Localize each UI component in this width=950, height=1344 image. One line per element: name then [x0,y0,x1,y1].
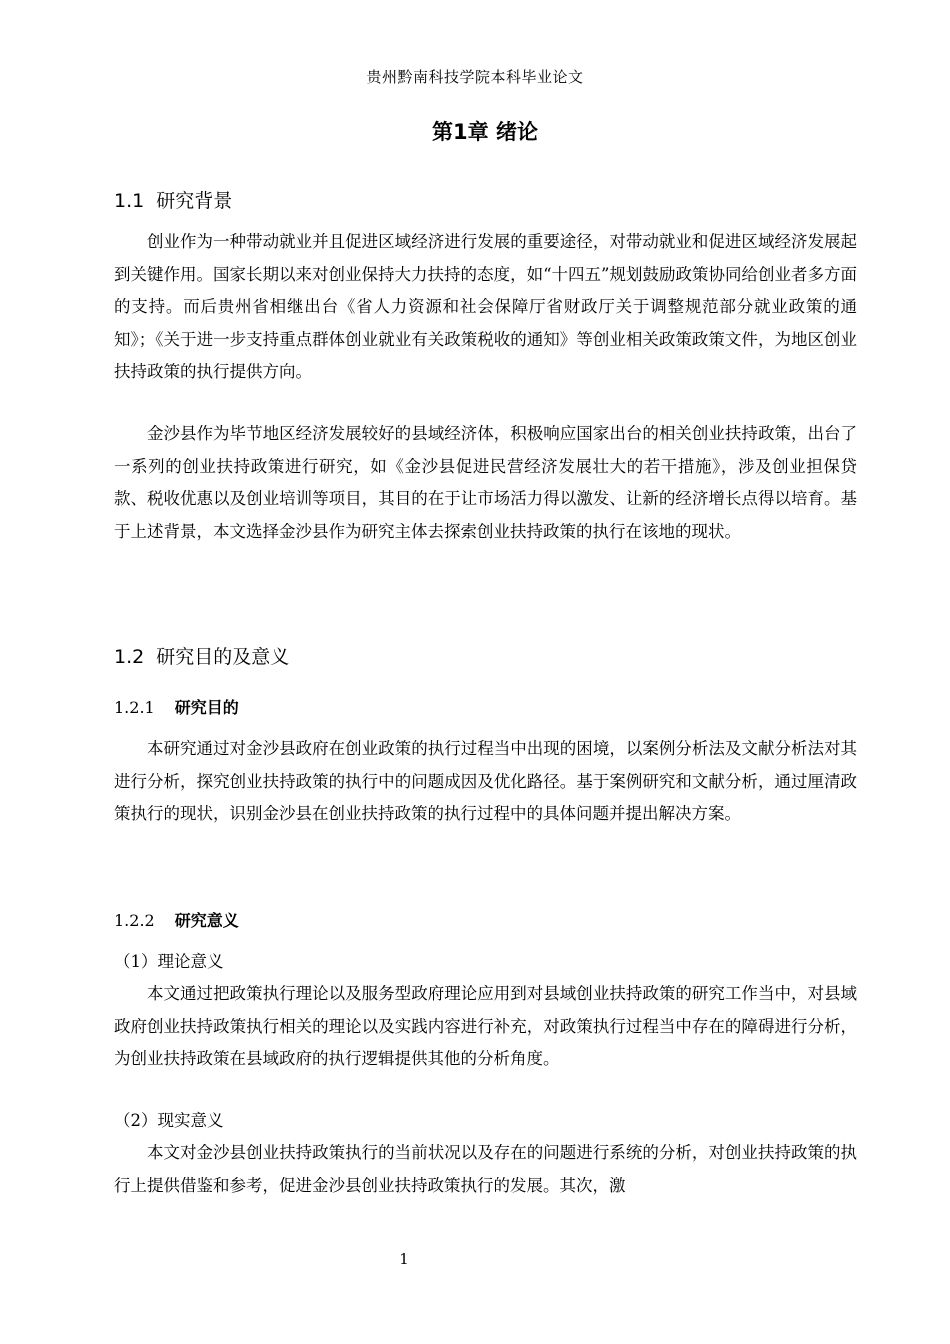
section-heading-1-1 [114,187,232,215]
paragraph-theoretical-significance: 本文通过把政策执行理论以及服务型政府理论应用到对县域创业扶持政策的研究工作当中，对县域政府创业扶持政策执行相关的理论以及实践内容进行补充，对政策执行过程当中存在的障碍进行分析，为创业扶持政策在县域政府的执行逻辑提供其他的分析角度。 [114,984,857,1068]
paragraph-practical-significance: 本文对金沙县创业扶持政策执行的当前状况以及存在的问题进行系统的分析，对创业扶持政策的执行上提供借鉴和参考，促进金沙县创业扶持政策执行的发展。其次，激 [114,1143,857,1195]
subsection-number: 1.2.1 [114,698,155,717]
subsection-number: 1.2.2 [114,911,155,930]
running-header: 贵州黔南科技学院本科毕业论文 [366,68,584,86]
section-title: 研究目的及意义 [156,646,290,668]
chapter-title: 第1章 绪论 [432,120,538,144]
paragraph-background-1: 创业作为一种带动就业并且促进区域经济进行发展的重要途径，对带动就业和促进区域经济发展起到关键作用。国家长期以来对创业保持大力扶持的态度，如“十四五”规划鼓励政策协同给创业者多方面的支持。而后贵州省相继出台《省人力资源和社会保障厅省财政厅关于调整规范部分就业政策的通知》；《关于进一步支持重点群体创业就业有关政策税收的通知》等创业相关政策政策文件，为地区创业扶持政策的执行提供方向。 [114,232,857,381]
section-number: 1.1 [114,190,145,212]
subsection-heading-1-2-2 [114,908,239,934]
subsection-heading-1-2-1 [114,695,239,721]
item-label-practical: （2）现实意义 [114,1111,224,1130]
item-label-theoretical: （1）理论意义 [114,952,224,971]
paragraph-background-2: 金沙县作为毕节地区经济发展较好的县域经济体，积极响应国家出台的相关创业扶持政策，出台了一系列的创业扶持政策进行研究，如《金沙县促进民营经济发展壮大的若干措施》，涉及创业担保贷款、税收优惠以及创业培训等项目，其目的在于让市场活力得以激发、让新的经济增长点得以培育。基于上述背景，本文选择金沙县作为研究主体去探索创业扶持政策的执行在该地的现状。 [114,424,857,541]
paragraph-research-purpose: 本研究通过对金沙县政府在创业政策的执行过程当中出现的困境，以案例分析法及文献分析法对其进行分析，探究创业扶持政策的执行中的问题成因及优化路径。基于案例研究和文献分析，通过厘清政策执行的现状，识别金沙县在创业扶持政策的执行过程中的具体问题并提出解决方案。 [114,739,857,823]
subsection-title: 研究意义 [174,911,239,930]
section-number: 1.2 [114,646,145,668]
page-number: 1 [399,1250,409,1268]
subsection-title: 研究目的 [174,698,239,717]
section-heading-1-2 [114,643,289,671]
section-title: 研究背景 [156,190,233,212]
